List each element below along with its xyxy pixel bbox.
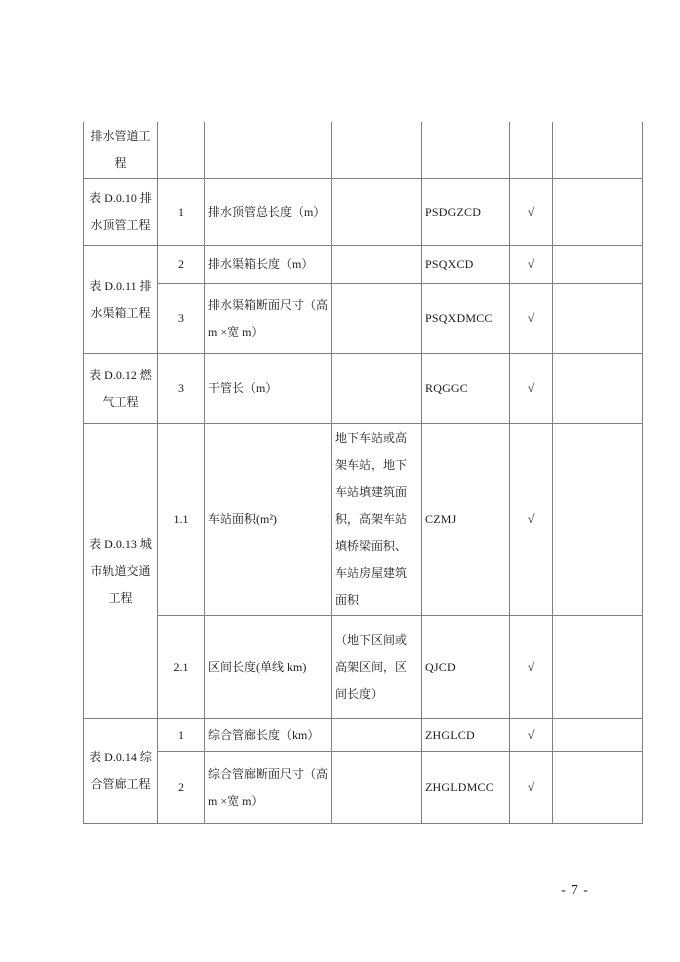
page-number: - 7 -	[561, 882, 589, 897]
checkmark-cell: √	[510, 246, 553, 284]
checkmark-cell: √	[510, 354, 553, 424]
number-cell: 1	[158, 719, 205, 752]
item-cell: 车站面积(m²)	[205, 424, 332, 616]
item-cell: 综合管廊断面尺寸（高 m ×宽 m）	[205, 752, 332, 824]
category-cell: 表 D.0.12 燃气工程	[84, 354, 158, 424]
note-cell	[332, 354, 422, 424]
code-cell	[422, 122, 510, 179]
code-cell: RQGGC	[422, 354, 510, 424]
item-cell: 综合管廊长度（km）	[205, 719, 332, 752]
table-row	[84, 616, 643, 719]
number-cell: 2	[158, 246, 205, 284]
category-cell: 表 D.0.14 综合管廊工程	[84, 719, 158, 824]
item-cell: 干管长（m）	[205, 354, 332, 424]
note-cell	[332, 752, 422, 824]
checkmark-cell: √	[510, 752, 553, 824]
checkmark-cell	[510, 122, 553, 179]
empty-cell	[553, 354, 643, 424]
table-row	[84, 122, 643, 179]
table-row	[84, 424, 643, 616]
note-cell	[332, 284, 422, 354]
code-cell: QJCD	[422, 616, 510, 719]
checkmark-cell: √	[510, 616, 553, 719]
checkmark-cell: √	[510, 424, 553, 616]
note-cell	[332, 179, 422, 246]
empty-cell	[553, 752, 643, 824]
note-cell: （地下区间或高架区间，区间长度）	[332, 616, 422, 719]
code-cell: ZHGLCD	[422, 719, 510, 752]
item-cell: 区间长度(单线 km)	[205, 616, 332, 719]
empty-cell	[553, 246, 643, 284]
empty-cell	[553, 122, 643, 179]
category-cell: 表 D.0.13 城市轨道交通工程	[84, 424, 158, 719]
number-cell: 3	[158, 354, 205, 424]
item-cell: 排水渠箱长度（m）	[205, 246, 332, 284]
checkmark-cell: √	[510, 719, 553, 752]
note-cell	[332, 246, 422, 284]
table-row	[84, 719, 643, 752]
code-cell: PSQXCD	[422, 246, 510, 284]
note-cell: 地下车站或高架车站，地下车站填建筑面积，高架车站填桥梁面积、车站房屋建筑面积	[332, 424, 422, 616]
code-cell: PSQXDMCC	[422, 284, 510, 354]
checkmark-cell: √	[510, 179, 553, 246]
number-cell	[158, 122, 205, 179]
category-cell: 表 D.0.11 排水渠箱工程	[84, 246, 158, 354]
number-cell: 3	[158, 284, 205, 354]
checkmark-cell: √	[510, 284, 553, 354]
code-cell: CZMJ	[422, 424, 510, 616]
number-cell: 2	[158, 752, 205, 824]
number-cell: 1.1	[158, 424, 205, 616]
empty-cell	[553, 424, 643, 616]
empty-cell	[553, 616, 643, 719]
empty-cell	[553, 179, 643, 246]
item-cell	[205, 122, 332, 179]
code-cell: ZHGLDMCC	[422, 752, 510, 824]
note-cell	[332, 122, 422, 179]
measurement-items-table	[83, 122, 643, 824]
table-row	[84, 179, 643, 246]
number-cell: 2.1	[158, 616, 205, 719]
empty-cell	[553, 719, 643, 752]
table-row	[84, 354, 643, 424]
category-cell: 表 D.0.10 排水顶管工程	[84, 179, 158, 246]
number-cell: 1	[158, 179, 205, 246]
category-cell: 排水管道工程	[84, 122, 158, 179]
item-cell: 排水渠箱断面尺寸（高 m ×宽 m）	[205, 284, 332, 354]
empty-cell	[553, 284, 643, 354]
table-row	[84, 284, 643, 354]
item-cell: 排水顶管总长度（m）	[205, 179, 332, 246]
note-cell	[332, 719, 422, 752]
code-cell: PSDGZCD	[422, 179, 510, 246]
table-row	[84, 752, 643, 824]
table-row	[84, 246, 643, 284]
